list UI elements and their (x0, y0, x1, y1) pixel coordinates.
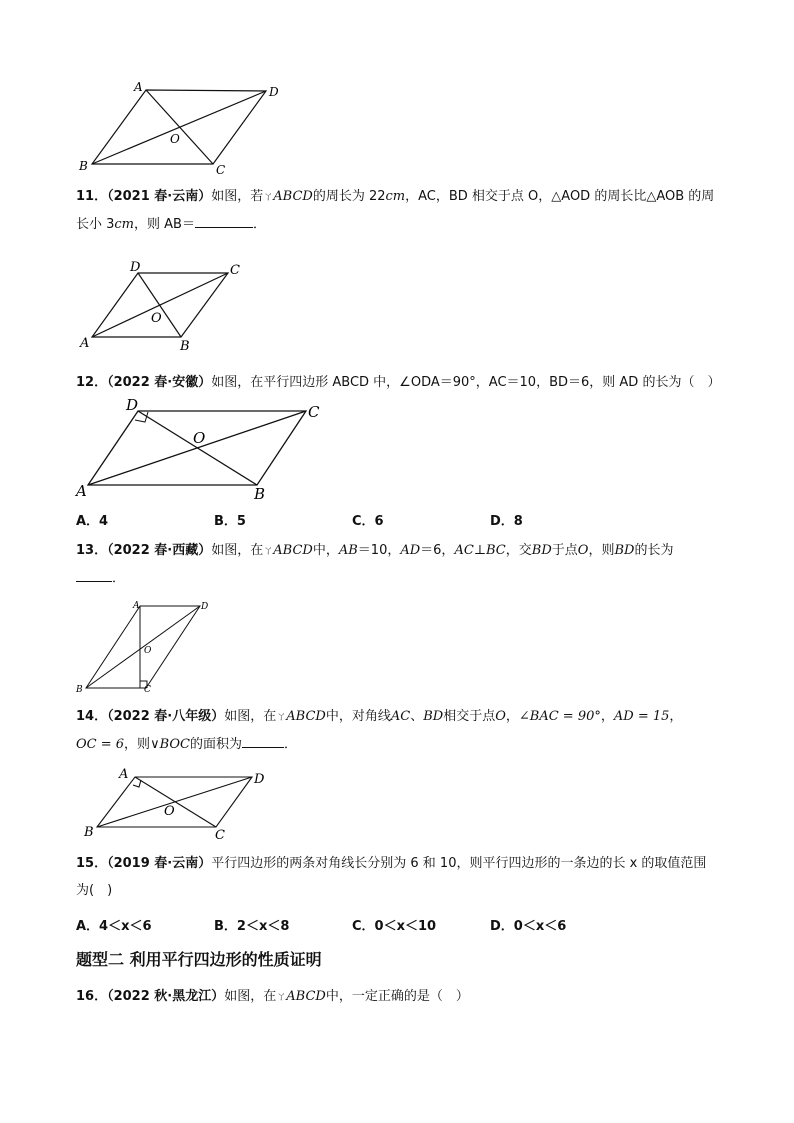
q11-pg: ABCD (273, 189, 313, 204)
question-11: 11．（2021 春·云南）如图，若ㄚABCD的周长为 22cm，AC，BD 相交于点 O，△AOD 的周长比△AOB 的周 长小 3cm，则 AB＝ ． (76, 189, 715, 232)
q15-number: 15． (76, 856, 108, 871)
q11-text-1: 如图，若 (211, 189, 264, 204)
q11-text-3: ，AC，BD 相交于点 O，△AOD 的周长比△AOB 的周 (405, 189, 715, 204)
q15-source: （2019 春·云南） (107, 856, 212, 871)
label-d: D (269, 85, 279, 99)
svg-text:D: D (130, 260, 141, 275)
label-b: B (79, 159, 88, 173)
svg-text:O: O (151, 311, 162, 326)
svg-text:B: B (180, 339, 190, 354)
svg-text:B: B (76, 685, 83, 695)
svg-text:C: C (144, 685, 151, 695)
svg-text:O: O (193, 429, 206, 447)
svg-text:A: A (133, 601, 140, 611)
q13-number: 13． (76, 543, 108, 558)
q16-source: （2022 秋·黑龙江） (107, 989, 225, 1004)
question-12 (76, 369, 726, 396)
svg-text:A: A (76, 482, 87, 500)
q14-answer-blank[interactable] (242, 733, 284, 748)
q11-text-4: 长小 3 (76, 217, 115, 232)
question-14: 14．（2022 春·八年级）如图，在ㄚABCD中，对角线AC、BD相交于点O，∠BAC = 90°，AD = 15， OC = 6，则∨BOC的面积为 ． (76, 709, 683, 752)
q11-unit-2: cm (114, 217, 135, 232)
q12-source: （2022 春·安徽） (107, 375, 212, 390)
label-c: C (216, 163, 226, 177)
q15-option-c[interactable]: C．0＜x＜10 (352, 919, 437, 934)
q14-number: 14． (76, 709, 108, 724)
label-o: O (170, 132, 180, 146)
label-a: A (134, 80, 143, 94)
q11-number: 11． (76, 189, 108, 204)
figure-q12 (72, 395, 342, 505)
section-title: 题型二 利用平行四边形的性质证明 (76, 950, 322, 969)
svg-text:D: D (201, 602, 209, 612)
q11-end: ． (252, 217, 266, 232)
q16-number: 16． (76, 989, 108, 1004)
q11-source: （2021 春·云南） (107, 189, 212, 204)
svg-text:C: C (230, 263, 240, 278)
q15-option-d[interactable]: D．0＜x＜6 (490, 919, 567, 934)
svg-text:A: A (119, 767, 129, 782)
q11-text-2: 的周长为 22 (312, 189, 386, 204)
question-16: 16．（2022 秋·黑龙江）如图，在ㄚABCD中，一定正确的是（ ） (76, 989, 469, 1004)
svg-text:D: D (254, 772, 265, 787)
svg-text:B: B (254, 485, 266, 503)
q13-source: （2022 春·西藏） (107, 543, 212, 558)
svg-text:D: D (126, 396, 139, 414)
q12-option-d[interactable]: D．8 (490, 514, 523, 529)
svg-text:O: O (164, 804, 175, 819)
svg-text:O: O (144, 646, 152, 656)
q12-option-b[interactable]: B．5 (214, 514, 246, 529)
figure-q13 (72, 598, 222, 696)
q11-answer-blank[interactable] (195, 213, 253, 228)
q15-option-b[interactable]: B．2＜x＜8 (214, 919, 290, 934)
figure-q14 (76, 763, 276, 847)
q12-text: 如图，在平行四边形 ABCD 中，∠ODA＝90°，AC＝10，BD＝6，则 AD 的长为（ ） (211, 375, 721, 390)
question-13: 13．（2022 春·西藏）如图，在ㄚABCD中，AB＝10，AD＝6，AC⊥BC，交BD于点O，则BD的长为 ． (76, 543, 674, 586)
svg-text:C: C (308, 403, 320, 421)
question-15: 15．（2019 春·云南）平行四边形的两条对角线长分别为 6 和 10，则平行四边形的一条边的长 x 的取值范围 为( ) (76, 856, 707, 898)
q12-number: 12． (76, 375, 108, 390)
q12-option-a[interactable]: A．4 (76, 514, 109, 529)
svg-text:C: C (215, 828, 225, 843)
q12-option-c[interactable]: C．6 (352, 514, 384, 529)
figure-q10 (76, 78, 296, 178)
q11-unit: cm (385, 189, 406, 204)
svg-text:B: B (84, 825, 94, 840)
figure-q11 (76, 257, 256, 357)
q15-option-a[interactable]: A．4＜x＜6 (76, 919, 152, 934)
q14-source: （2022 春·八年级） (107, 709, 225, 724)
q13-answer-blank[interactable] (76, 567, 112, 582)
svg-text:A: A (80, 336, 90, 351)
q11-text-5: ，则 AB＝ (134, 217, 195, 232)
